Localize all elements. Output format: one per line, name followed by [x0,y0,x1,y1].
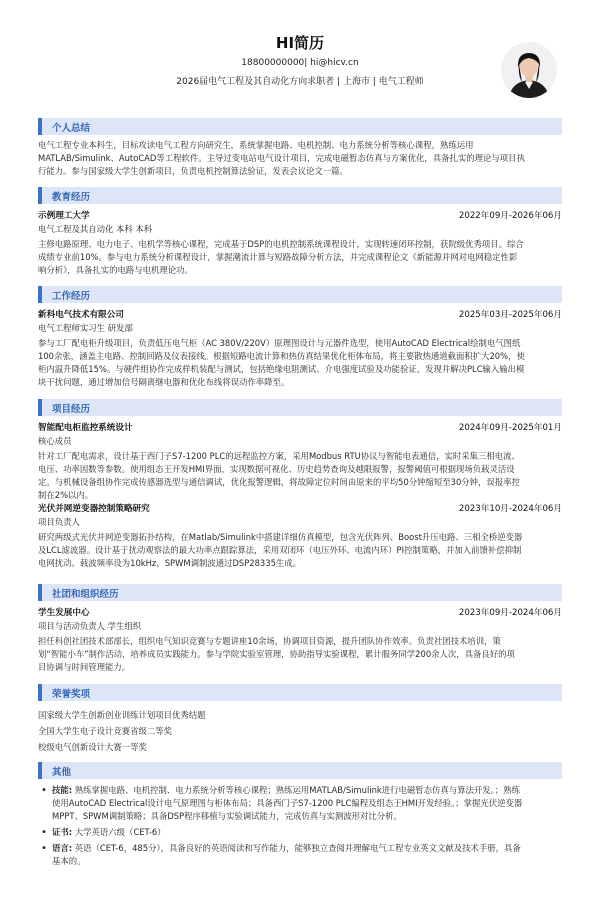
language-item [38,842,562,868]
section-accent [38,762,42,779]
language-label: 语言: [52,843,73,853]
skills-label: 技能: [52,785,73,795]
section-summary [38,118,562,178]
section-title: 项目经历 [52,404,91,415]
text-line: 参与工厂配电柜升级项目，负责低压电气柜（AC 380V/220V）原理图设计与元器件选型，使用AutoCAD Electrical绘制电气图纸 [38,338,521,348]
text-line: 制在2%以内。 [38,490,94,500]
text-line: 划“智能小车”制作活动，培养成员实践能力。参与学院实验室管理，协助指导实验课程，累计服务同学200余人次，具备良好的项 [38,649,515,659]
text-line: MPPT、SPWM调制策略；具备DSP程序移植与实验调试能力，完成仿真与实测波形对比分析。 [52,811,402,821]
entry-subtitle: 电气工程及其自动化 本科 本科 [38,224,153,234]
entry-subtitle: 电气工程师实习生 研发部 [38,323,133,333]
entry-subtitle: 核心成员 [38,436,72,446]
section-accent [38,286,42,303]
text-line: 电压、功率因数等参数。使用组态王开发HMI界面，实现数据可视化、历史趋势查询及越限报警，报警阈值可根据现场负载灵活设 [38,464,515,474]
section-title: 社团和组织经历 [52,589,119,600]
section-campus [38,584,562,674]
awards-list [38,707,562,755]
entry-date: 2022年09月-2026年06月 [458,211,562,221]
school-name: 示例理工大学 [38,211,90,221]
text-line: 电网扰动。载波频率设为10kHz，SPWM调制波通过DSP28335生成。 [38,558,302,568]
contact-info: 18800000000| hi@hicv.cn [241,58,359,68]
text-line: 柜内温升降低15%。与硬件组协作完成样机装配与测试，包括绝缘电阻测试、介电强度试验及功能验证，发现并解决PLC输入输出模 [38,364,525,374]
award-item: 校级电气创新设计大赛一等奖 [38,742,147,752]
others-list [38,784,562,868]
section-title: 荣誉奖项 [52,689,91,700]
text-line: 基本的。 [52,856,86,866]
section-title: 个人总结 [52,123,91,134]
section-header [38,762,562,779]
certificate-item [38,826,562,839]
project-name: 光伏并网逆变器控制策略研究 [38,504,150,514]
section-education [38,187,562,277]
entry-header [38,308,562,322]
text-line: 100余张，涵盖主电路、控制回路及仪表接线。根据短路电流计算和热仿真结果优化柜体布局，将主要散热通道截面积扩大20%，使 [38,351,525,361]
section-header [38,187,562,204]
education-text [38,238,562,277]
work-text [38,337,562,389]
text-line: MATLAB/Simulink、AutoCAD等工程软件。主导过变电站电气设计项目，完成电磁暂态仿真与方案优化，具备扎实的理论与项目执 [38,153,525,163]
text-line: 针对工厂配电需求，设计基于西门子S7-1200 PLC的远程监控方案，采用Modbus RTU协议与智能电表通信，实时采集三相电流、 [38,451,520,461]
entry-header [38,606,562,620]
award-item: 全国大学生电子设计竞赛省级二等奖 [38,726,172,736]
entry-subtitle: 项目与活动负责人 学生组织 [38,621,142,631]
job-intent: 2026届电气工程及其自动化方向求职者 | 上海市 | 电气工程师 [176,77,424,87]
entry-date: 2023年09月-2024年06月 [458,608,562,618]
section-header [38,399,562,416]
text-line: 目协调与时间管理能力。 [38,662,131,672]
text-line: 研究两级式光伏并网逆变器拓扑结构，在Matlab/Simulink中搭建详细仿真模型，包含光伏阵列、Boost升压电路、三相全桥逆变器 [38,532,523,542]
section-title: 其他 [52,767,72,778]
entry-subtitle: 项目负责人 [38,517,80,527]
section-accent [38,584,42,601]
section-header [38,684,562,701]
section-others [38,762,562,868]
entry-date: 2025年03月-2025年06月 [458,310,562,320]
section-header [38,118,562,135]
text-line: 成绩专业前10%。参与电力系统分析课程设计，掌握潮流计算与短路故障分析方法，并完成课程论文《新能源并网对电网稳定性影 [38,252,518,262]
entry-header [38,502,562,516]
company-name: 新科电气技术有限公司 [38,310,124,320]
section-work [38,286,562,389]
section-awards [38,684,562,755]
entry-date: 2023年10月-2024年06月 [458,504,562,514]
section-title: 工作经历 [52,291,91,302]
resume-header [0,0,600,108]
text-line: 响分析》，具备扎实的电路与电机理论功。 [38,265,193,275]
section-projects [38,399,562,570]
text-line: 电气工程专业本科生，目标攻读电气工程方向研究生，系统掌握电路、电机控制、电力系统分析等核心课程，熟练运用 [38,140,474,150]
campus-text [38,635,562,674]
text-line: 行能力。参与国家级大学生创新项目，负责电机控制算法验证，发表会议论文一篇。 [38,166,348,176]
text-line: 担任科创社团技术部部长，组织电气知识竞赛与专题讲座10余场，协调项目资源，提升团队协作效率。负责社团技术培训，策 [38,636,501,646]
project-name: 智能配电柜监控系统设计 [38,423,133,433]
text-line: 及LCL滤波器。设计基于扰动观察法的最大功率点跟踪算法，采用双闭环（电压外环、电流内环）PI控制策略，并加入前馈补偿抑制 [38,545,522,555]
section-accent [38,399,42,416]
entry-header [38,209,562,223]
section-header [38,584,562,601]
text-line: 主修电路原理、电力电子、电机学等核心课程，完成基于DSP的电机控制系统课程设计，实现转速闭环控制，获院级优秀项目。综合 [38,239,524,249]
section-accent [38,187,42,204]
certificate-label: 证书: [52,827,73,837]
entry-header [38,421,562,435]
text-line: 英语（CET-6，485分），具备良好的英语阅读和写作能力，能够独立查阅并理解电气工程专业英文文献及技术手册，具备 [72,843,521,853]
section-accent [38,684,42,701]
text-line: 块干扰问题，通过增加信号隔离继电器和优化布线将误动作率降至。 [38,377,290,387]
project-text [38,531,562,570]
avatar-portrait-icon [501,42,557,98]
text-line: 定。与机械设备组协作完成传感器选型与通信调试，优化报警逻辑，将故障定位时间由原来的平均50分钟缩短至30分钟，误报率控 [38,477,520,487]
avatar [501,42,557,98]
entry-date: 2024年09月-2025年01月 [458,423,562,433]
text-line: 使用AutoCAD Electrical设计电气原理图与柜体布局；具备西门子S7-1200 PLC编程及组态王HMI开发经验。；掌握光伏逆变器 [52,798,523,808]
summary-text [38,139,562,178]
award-item: 国家级大学生创新创业训练计划项目优秀结题 [38,710,206,720]
project-text [38,450,562,502]
skills-item [38,784,562,823]
section-accent [38,118,42,135]
section-header [38,286,562,303]
organization-name: 学生发展中心 [38,608,90,618]
text-line: 熟练掌握电路、电机控制、电力系统分析等核心课程；熟练运用MATLAB/Simulink进行电磁暂态仿真与算法开发。；熟练 [72,785,520,795]
section-title: 教育经历 [52,192,91,203]
certificate-text: 大学英语六级（CET-6） [72,827,166,837]
candidate-name: HI简历 [275,34,325,52]
